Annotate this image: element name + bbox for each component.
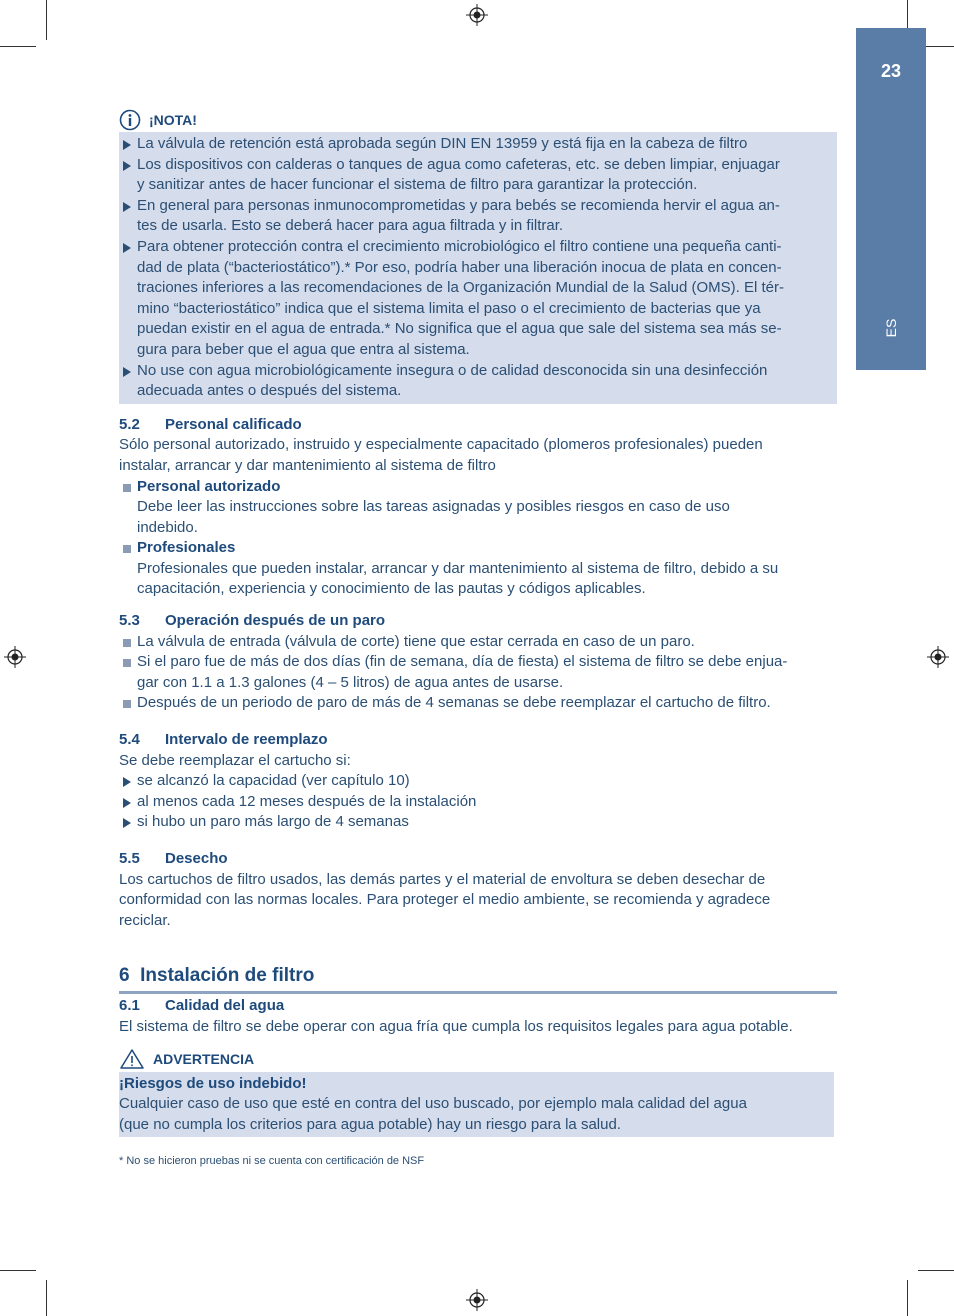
warning-line: (que no cumpla los criterios para agua potable) hay un riesgo para la salud. xyxy=(119,1115,621,1133)
note-item-line: Los dispositivos con calderas o tanques de agua como cafeteras, etc. se deben limpiar, enjuagar xyxy=(137,155,780,173)
language-label: ES xyxy=(883,318,899,338)
list-item xyxy=(119,632,837,653)
triangle-bullet-icon xyxy=(123,798,131,808)
paragraph-line: Se debe reemplazar el cartucho si: xyxy=(119,751,351,769)
warning-title: ADVERTENCIA xyxy=(153,1050,255,1067)
section-title: Operación después de un paro xyxy=(165,612,386,630)
list-item-line: capacitación, experiencia y conocimiento de las pautas y códigos aplicables. xyxy=(137,580,646,598)
page-content xyxy=(119,108,837,1167)
section-heading-5-5 xyxy=(119,849,837,870)
crop-mark xyxy=(907,1280,908,1316)
page-number: 23 xyxy=(880,61,902,81)
section-number: 5.4 xyxy=(119,731,140,749)
list-item xyxy=(119,693,837,714)
list-item-line: Debe leer las instrucciones sobre las tareas asignadas y posibles riesgos en caso de uso xyxy=(137,498,730,516)
paragraph-line: reciclar. xyxy=(119,911,171,929)
note-item xyxy=(119,196,837,237)
note-item-line: mino “bacteriostático” indica que el sistema limita el paso o el crecimiento de bacterias que ya xyxy=(137,299,761,317)
triangle-bullet-icon xyxy=(123,818,131,828)
note-title: ¡NOTA! xyxy=(149,112,197,128)
list-item xyxy=(119,477,837,539)
section-heading-6-1 xyxy=(119,996,837,1017)
list-item-line: al menos cada 12 meses después de la instalación xyxy=(137,792,477,810)
note-item xyxy=(119,361,837,402)
note-heading xyxy=(119,108,837,132)
paragraph-line: Los cartuchos de filtro usados, las demás partes y el material de envoltura se deben desechar de xyxy=(119,870,766,888)
section-title: Desecho xyxy=(165,850,228,867)
section-heading-5-4 xyxy=(119,730,837,751)
section-number: 5.5 xyxy=(119,850,140,867)
warning-subtitle: ¡Riesgos de uso indebido! xyxy=(119,1074,307,1092)
triangle-bullet-icon xyxy=(123,140,131,150)
list-item-line: Profesionales que pueden instalar, arrancar y dar mantenimiento al sistema de filtro, debido a su xyxy=(137,559,779,577)
section-heading-5-2 xyxy=(119,415,837,436)
list-item xyxy=(119,652,837,693)
list-item xyxy=(119,538,837,600)
section-title: Intervalo de reemplazo xyxy=(165,731,328,749)
note-item-line: dad de plata (“bacteriostático”).* Por eso, podría haber una liberación inocua de plata en concen- xyxy=(137,258,782,276)
warning-heading xyxy=(119,1046,837,1072)
note-box xyxy=(119,132,837,404)
crop-mark xyxy=(46,1280,47,1316)
square-bullet-icon xyxy=(123,545,131,553)
chapter-title: Instalación de filtro xyxy=(140,965,315,987)
square-bullet-icon xyxy=(123,700,131,708)
square-bullet-icon xyxy=(123,484,131,492)
list-item-line: Después de un periodo de paro de más de 4 semanas se debe reemplazar el cartucho de filtro. xyxy=(137,694,771,712)
note-item xyxy=(119,134,837,155)
crop-mark xyxy=(46,0,47,40)
note-item-line: La válvula de retención está aprobada según DIN EN 13959 y está fija en la cabeza de filtro xyxy=(137,135,748,152)
page-side-tab xyxy=(856,28,926,370)
registration-mark-icon xyxy=(927,646,949,668)
list-item xyxy=(119,771,837,792)
section-number: 5.3 xyxy=(119,612,140,630)
triangle-bullet-icon xyxy=(123,202,131,212)
square-bullet-icon xyxy=(123,639,131,647)
triangle-bullet-icon xyxy=(123,777,131,787)
registration-mark-icon xyxy=(466,1289,488,1311)
list-item-line: La válvula de entrada (válvula de corte) tiene que estar cerrada en caso de un paro. xyxy=(137,632,695,650)
list-item-label: Personal autorizado xyxy=(137,477,281,495)
note-item-line: y sanitizar antes de hacer funcionar el sistema de filtro para garantizar la protección. xyxy=(137,176,698,194)
note-item-line: No use con agua microbiológicamente insegura o de calidad desconocida sin una desinfección xyxy=(137,361,768,379)
note-item-line: En general para personas inmunocomprometidas y para bebés se recomienda hervir el agua an- xyxy=(137,196,780,214)
note-item xyxy=(119,237,837,361)
list-item-line: si hubo un paro más largo de 4 semanas xyxy=(137,813,409,831)
section-number: 5.2 xyxy=(119,415,140,433)
list-item xyxy=(119,812,837,833)
note-item-line: traciones inferiores a las recomendaciones de la Organización Mundial de la Salud (OMS). El tér- xyxy=(137,279,784,297)
list-item-line: gar con 1.1 a 1.3 galones (4 – 5 litros) de agua antes de usarse. xyxy=(137,673,564,691)
list-item-label: Profesionales xyxy=(137,539,236,557)
crop-mark xyxy=(0,46,36,47)
section-title: Personal calificado xyxy=(165,415,302,433)
note-item-line: tes de usarla. Esto se deberá hacer para agua filtrada y in filtrar. xyxy=(137,217,564,235)
triangle-bullet-icon xyxy=(123,161,131,171)
paragraph-line: conformidad con las normas locales. Para proteger el medio ambiente, se recomienda y agradece xyxy=(119,891,771,909)
note-item xyxy=(119,155,837,196)
section-heading-5-3 xyxy=(119,611,837,632)
list-item-line: indebido. xyxy=(137,518,198,536)
note-item-line: gura para beber que el agua que entra al sistema. xyxy=(137,340,470,358)
paragraph-line: El sistema de filtro se debe operar con agua fría que cumpla los requisitos legales para agua potable. xyxy=(119,1017,793,1035)
note-item-line: puedan existir en el agua de entrada.* No significa que el agua que sale del sistema sea más se- xyxy=(137,320,782,338)
warning-line: Cualquier caso de uso que esté en contra del uso buscado, por ejemplo mala calidad del agua xyxy=(119,1095,747,1113)
registration-mark-icon xyxy=(4,646,26,668)
registration-mark-icon xyxy=(466,4,488,26)
list-item-line: Si el paro fue de más de dos días (fin de semana, día de fiesta) el sistema de filtro se debe enjua- xyxy=(137,653,788,671)
square-bullet-icon xyxy=(123,659,131,667)
section-title: Calidad del agua xyxy=(165,997,285,1015)
triangle-bullet-icon xyxy=(123,243,131,253)
triangle-bullet-icon xyxy=(123,367,131,377)
section-number: 6.1 xyxy=(119,997,140,1015)
paragraph-line: instalar, arrancar y dar mantenimiento al sistema de filtro xyxy=(119,456,496,474)
note-item-line: adecuada antes o después del sistema. xyxy=(137,382,402,400)
list-item-line: se alcanzó la capacidad (ver capítulo 10) xyxy=(137,772,410,790)
chapter-number: 6 xyxy=(119,965,130,987)
warning-box xyxy=(119,1072,834,1138)
note-item-line: Para obtener protección contra el crecimiento microbiológico el filtro contiene una pequeña canti- xyxy=(137,237,782,255)
footnote: * No se hicieron pruebas ni se cuenta con certificación de NSF xyxy=(119,1155,425,1168)
list-item xyxy=(119,792,837,813)
chapter-heading-6 xyxy=(119,965,837,994)
info-icon xyxy=(119,109,141,131)
warning-triangle-icon xyxy=(119,1048,145,1070)
crop-mark xyxy=(0,1270,36,1271)
crop-mark xyxy=(918,1270,954,1271)
paragraph-line: Sólo personal autorizado, instruido y especialmente capacitado (plomeros profesionales) pueden xyxy=(119,436,763,454)
